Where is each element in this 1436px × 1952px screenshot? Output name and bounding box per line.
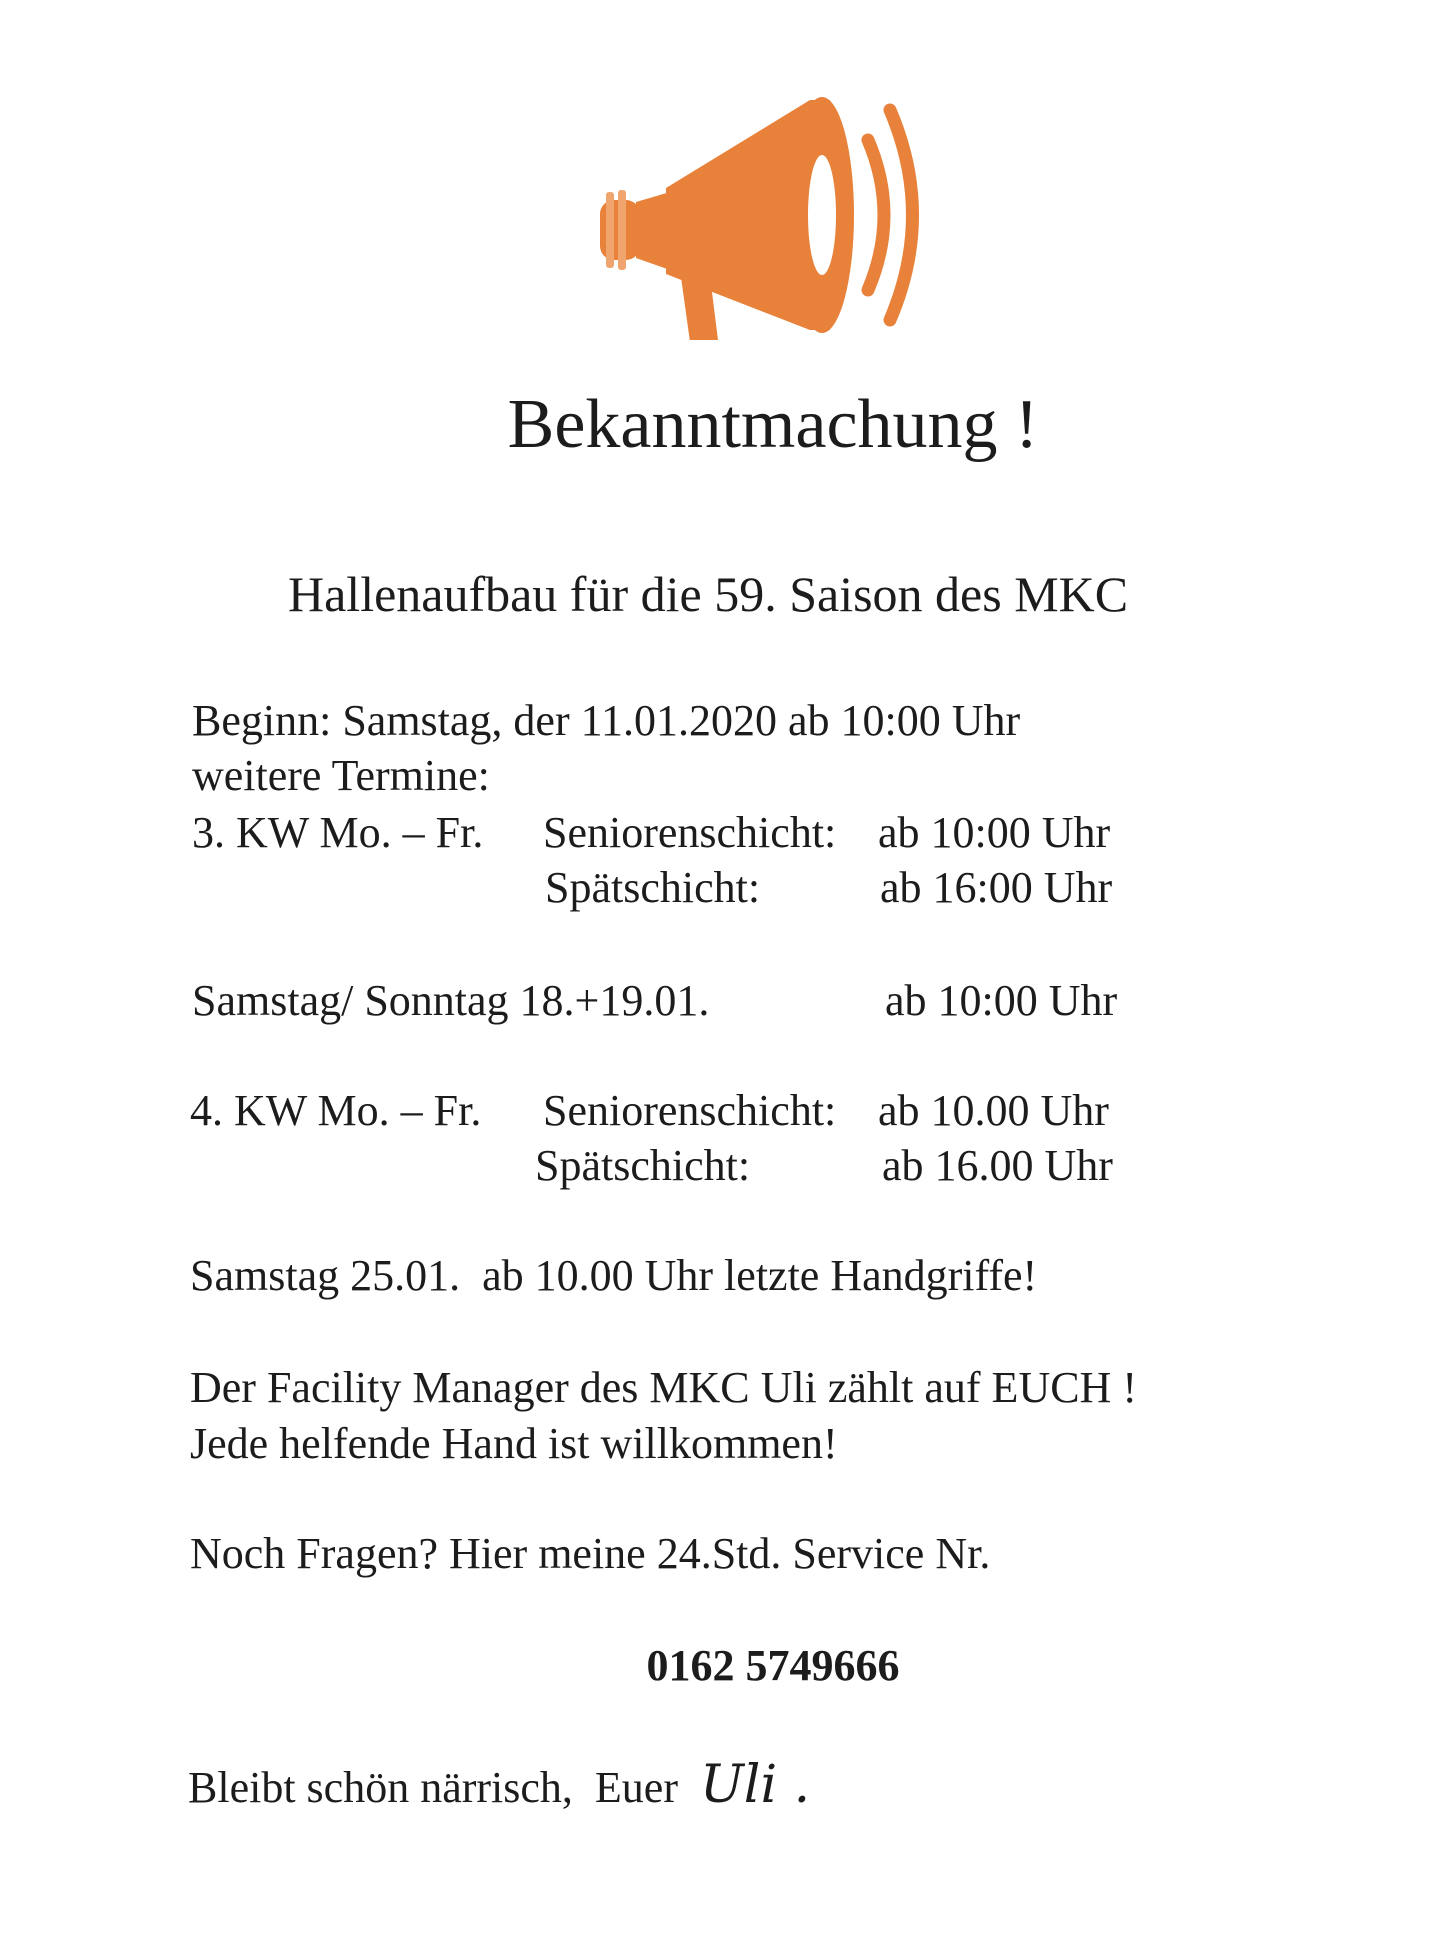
kw3-senioren-label: Seniorenschicht: [543, 808, 837, 857]
kw4-spaet-time: ab 16.00 Uhr [882, 1141, 1113, 1190]
weekend1-time: ab 10:00 Uhr [885, 976, 1118, 1025]
questions-line: Noch Fragen? Hier meine 24.Std. Service Nr. [190, 1529, 991, 1578]
weitere-termine-label: weitere Termine: [192, 751, 490, 800]
signature: Uli . [699, 1755, 811, 1815]
closing-text: Bleibt schön närrisch, Euer [188, 1763, 678, 1812]
facility-line-1: Der Facility Manager des MKC Uli zählt auf EUCH ! [190, 1363, 1137, 1412]
kw4-spaet-label: Spätschicht: [535, 1141, 751, 1190]
kw4-label: 4. KW Mo. – Fr. [190, 1086, 482, 1135]
subtitle: Hallenaufbau für die 59. Saison des MKC [288, 566, 1129, 622]
kw3-senioren-time: ab 10:00 Uhr [878, 808, 1111, 857]
kw4-senioren-label: Seniorenschicht: [543, 1086, 837, 1135]
weekend1-label: Samstag/ Sonntag 18.+19.01. [192, 976, 710, 1025]
page-title: Bekanntmachung ! [507, 386, 1039, 463]
megaphone-icon [600, 80, 950, 340]
kw4-senioren-time: ab 10.00 Uhr [878, 1086, 1109, 1135]
saturday-final-line: Samstag 25.01. ab 10.00 Uhr letzte Handgriffe! [190, 1251, 1038, 1300]
kw3-spaet-time: ab 16:00 Uhr [880, 863, 1113, 912]
phone-number: 0162 5749666 [646, 1641, 900, 1690]
closing-line [188, 1755, 810, 1815]
kw3-label: 3. KW Mo. – Fr. [192, 808, 484, 857]
kw3-spaet-label: Spätschicht: [545, 863, 761, 912]
beginn-line: Beginn: Samstag, der 11.01.2020 ab 10:00 Uhr [192, 696, 1021, 745]
facility-line-2: Jede helfende Hand ist willkommen! [190, 1419, 838, 1468]
